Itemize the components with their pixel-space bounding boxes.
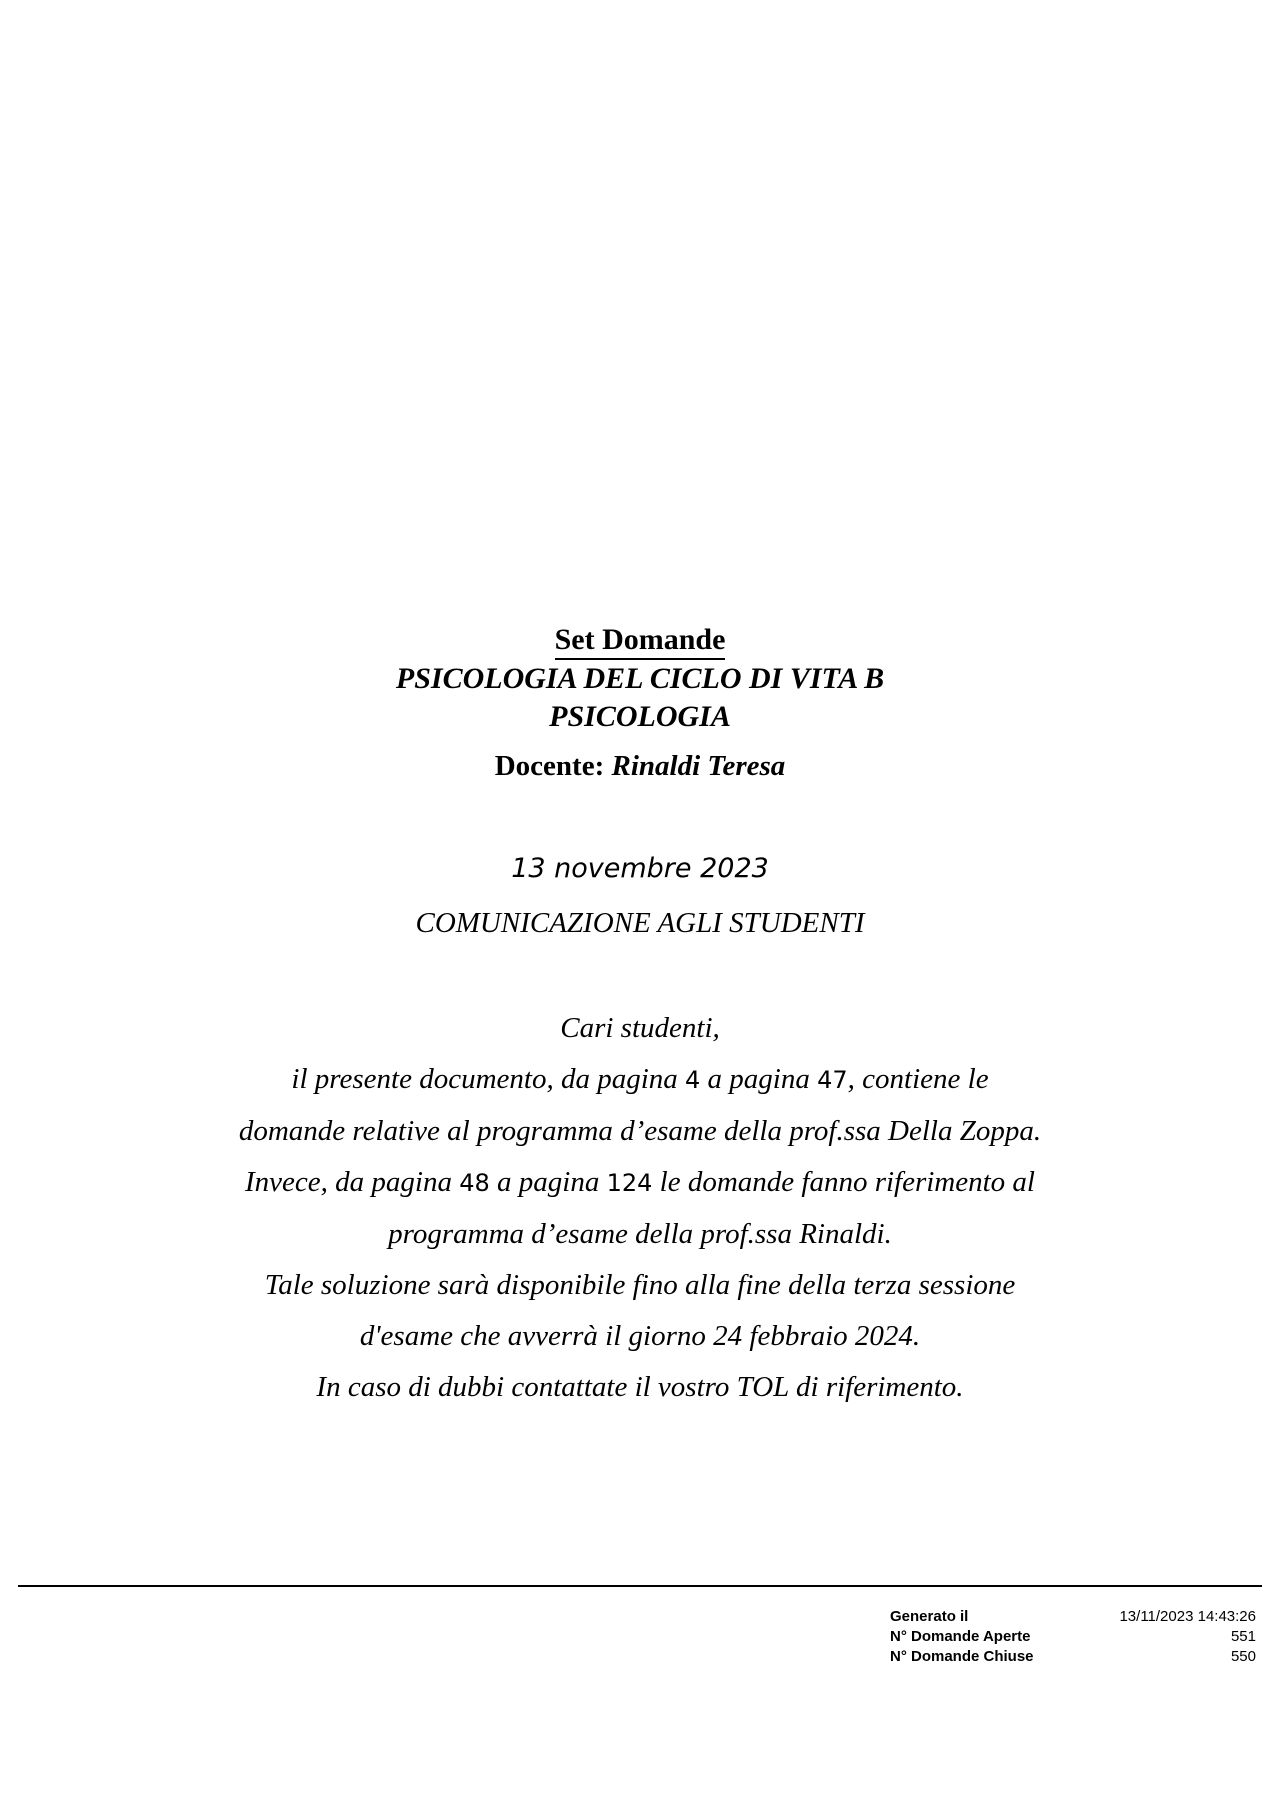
text-span: a pagina <box>489 1166 607 1198</box>
page-number: 47 <box>817 1066 848 1094</box>
text-span: a pagina <box>700 1063 818 1095</box>
page-number: 48 <box>459 1169 490 1197</box>
notice-heading: COMUNICAZIONE AGLI STUDENTI <box>415 907 865 939</box>
notice-line-7: In caso di dubbi contattate il vostro TOL di riferimento. <box>316 1371 964 1403</box>
notice-line-4: programma d’esame della prof.ssa Rinaldi. <box>388 1218 892 1250</box>
notice-line-6: d'esame che avverrà il giorno 24 febbraio 2024. <box>359 1320 921 1352</box>
docente-name: Rinaldi Teresa <box>611 750 786 782</box>
footer-meta <box>890 1607 1256 1667</box>
meta-row-closed <box>890 1647 1256 1667</box>
generated-label: Generato il <box>890 1608 969 1625</box>
notice-line-3 <box>0 1157 1280 1209</box>
notice-line-2: domande relative al programma d’esame della prof.ssa Della Zoppa. <box>238 1115 1042 1147</box>
course-name: PSICOLOGIA DEL CICLO DI VITA B <box>395 662 885 695</box>
docente-line <box>0 748 1280 784</box>
page-number: 4 <box>685 1066 701 1094</box>
notice-greeting: Cari studenti, <box>560 1012 720 1044</box>
closed-questions-label: N° Domande Chiuse <box>890 1648 1034 1665</box>
notice-body <box>0 1003 1280 1413</box>
closed-questions-value: 550 <box>1230 1648 1256 1665</box>
title-block <box>0 622 1280 784</box>
open-questions-value: 551 <box>1230 1628 1256 1645</box>
notice-line-1 <box>0 1054 1280 1106</box>
meta-row-generated <box>890 1607 1256 1627</box>
generated-value: 13/11/2023 14:43:26 <box>1119 1608 1256 1625</box>
notice-line-5: Tale soluzione sarà disponibile fino alla fine della terza sessione <box>264 1269 1016 1301</box>
page-number: 124 <box>606 1169 653 1197</box>
text-span: le domande fanno riferimento al <box>652 1166 1035 1198</box>
open-questions-label: N° Domande Aperte <box>890 1628 1031 1645</box>
docente-label: Docente: <box>494 750 605 782</box>
text-span: , contiene le <box>847 1063 989 1095</box>
notice-date: 13 novembre 2023 <box>511 853 769 884</box>
meta-row-open <box>890 1627 1256 1647</box>
text-span: Invece, da pagina <box>245 1166 460 1198</box>
footer-divider <box>18 1585 1262 1587</box>
set-title: Set Domande <box>555 622 726 660</box>
degree-name: PSICOLOGIA <box>549 700 731 733</box>
text-span: il presente documento, da pagina <box>291 1063 686 1095</box>
